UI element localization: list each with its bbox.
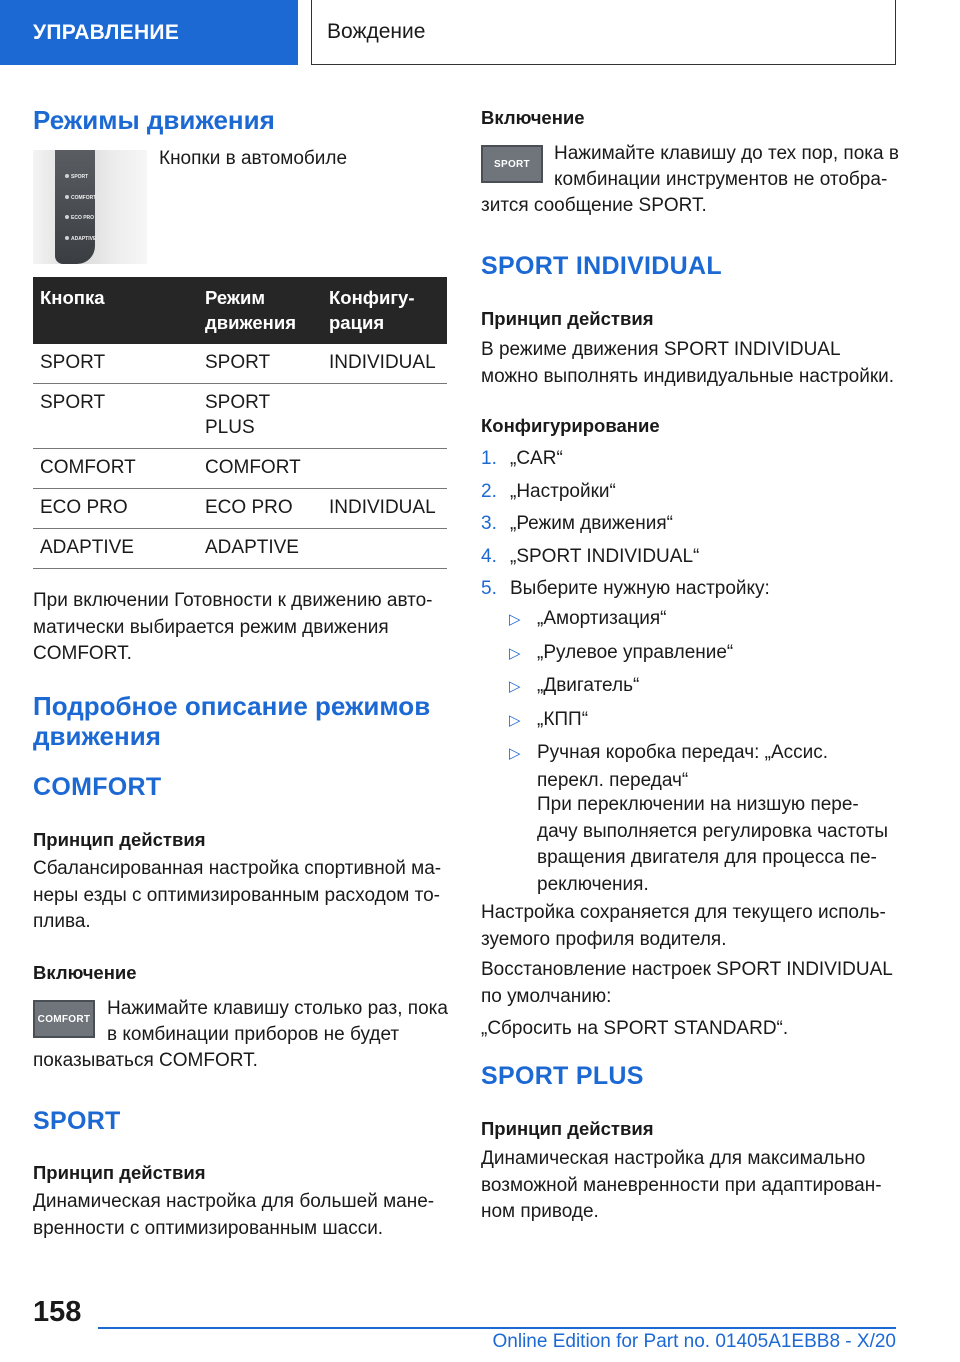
table-cell: ADAPTIVE — [198, 529, 322, 569]
text-line: по умолчанию: — [481, 985, 612, 1007]
individual-principle-heading: Принцип действия — [481, 308, 654, 329]
list-item — [509, 740, 904, 768]
list-item — [481, 544, 901, 571]
section-label: УПРАВЛЕНИЕ — [33, 20, 180, 44]
photo-label-sport: SPORT — [71, 174, 89, 180]
footer-divider — [98, 1327, 896, 1329]
table-row — [33, 489, 447, 529]
sport-plus-heading: SPORT PLUS — [481, 1062, 644, 1090]
page-number: 158 — [33, 1296, 82, 1328]
table-cell: COMFORT — [198, 449, 322, 489]
table-cell: INDIVIDUAL — [322, 344, 447, 384]
cell-sport-plus: SPORT PLUS — [205, 392, 271, 438]
header-mode: Режим движения — [205, 287, 296, 333]
text-line: зуемого профиля водителя. — [481, 928, 727, 950]
text-line: плива. — [33, 911, 91, 932]
led-dot — [65, 236, 69, 240]
list-item — [509, 606, 904, 634]
text-line: Настройка сохраняется для текущего исполь- — [481, 902, 886, 923]
table-cell — [198, 384, 322, 449]
list-item — [481, 511, 901, 538]
table-row — [33, 529, 447, 569]
text-line: ном приводе. — [481, 1201, 599, 1222]
table-cell: INDIVIDUAL — [322, 489, 447, 529]
config-steps — [481, 446, 901, 603]
text-line: Динамическая настройка для максимально — [481, 1148, 866, 1169]
table-cell — [322, 384, 447, 449]
comfort-enable-heading: Включение — [33, 962, 137, 983]
text-line: При переключении на низшую пере- — [537, 794, 859, 815]
text-line: в комбинации приборов не будет — [107, 1024, 400, 1045]
chapter-tab — [311, 0, 896, 65]
bullet-text: „Амортизация“ — [537, 608, 667, 629]
list-item — [509, 673, 904, 701]
comfort-principle-heading: Принцип действия — [33, 829, 206, 850]
text-line: При включении Готовности к движению авто- — [33, 590, 433, 611]
step-text: „Настройки“ — [510, 480, 616, 502]
page-title: Режимы движения — [33, 105, 275, 135]
text-line: можно выполнять индивидуальные настройки. — [481, 365, 895, 387]
text-line: дачу выполняется регулировка частоты — [537, 820, 889, 842]
sport-enable-heading: Включение — [481, 107, 585, 128]
text-line: вренности с оптимизированным шасси. — [33, 1217, 384, 1239]
photo-label-ecopro: ECO PRO — [71, 215, 95, 221]
step-number: 5. — [481, 578, 497, 599]
gear-note — [537, 792, 907, 898]
list-item — [481, 576, 901, 603]
triangle-bullet-icon: ▷ — [509, 745, 521, 762]
table-header-row — [33, 277, 447, 344]
bullet-text: „Рулевое управление“ — [537, 641, 734, 663]
comfort-heading: COMFORT — [33, 773, 162, 801]
table-row — [33, 384, 447, 449]
sport-plus-principle-text — [481, 1146, 901, 1226]
list-item — [509, 640, 904, 668]
table-cell: SPORT — [33, 344, 198, 384]
text-line: возможной маневренности при адаптирован- — [481, 1174, 882, 1196]
table-cell: COMFORT — [33, 449, 198, 489]
step-text: „SPORT INDIVIDUAL“ — [510, 545, 700, 567]
led-dot — [65, 215, 69, 219]
photo-label-adaptive: ADAPTIVE — [71, 236, 97, 242]
detail-title-line2: движения — [33, 721, 161, 751]
setting-options — [509, 606, 904, 794]
bullet-text: Ручная коробка передач: „Ассис. — [537, 742, 829, 763]
text-line: Нажимайте клавишу до тех пор, пока в — [554, 143, 899, 164]
step-text: Выберите нужную настройку: — [510, 578, 770, 599]
text-line: Нажимайте клавишу столько раз, пока — [107, 998, 448, 1019]
text-line: вращения двигателя для процесса пе- — [537, 847, 877, 868]
header-config: Конфигу- рация — [329, 287, 415, 333]
table-cell: ADAPTIVE — [33, 529, 198, 569]
text-line: неры езды с оптимизированным расходом то- — [33, 884, 440, 906]
text-line: „Сбросить на SPORT STANDARD“. — [481, 1018, 789, 1039]
list-item — [481, 479, 901, 506]
table-cell — [322, 449, 447, 489]
reset-text — [481, 957, 901, 1043]
text-line: COMFORT. — [33, 643, 132, 664]
sport-heading: SPORT — [33, 1107, 121, 1135]
config-heading: Конфигурирование — [481, 415, 660, 436]
individual-principle-text — [481, 337, 901, 390]
step-text: „CAR“ — [510, 448, 563, 469]
text-line: В режиме движения SPORT INDIVIDUAL — [481, 339, 841, 360]
table-header — [322, 277, 447, 344]
sport-principle-heading: Принцип действия — [33, 1162, 206, 1183]
text-line: Восстановление настроек SPORT INDIVIDUAL — [481, 959, 893, 980]
list-item — [509, 707, 904, 735]
buttons-photo — [33, 150, 147, 264]
bullet-text: „Двигатель“ — [537, 675, 640, 696]
detail-title-line1: Подробное описание режимов — [33, 691, 431, 721]
photo-label-comfort: COMFORT — [71, 195, 97, 201]
table-cell — [322, 529, 447, 569]
step-number: 2. — [481, 480, 497, 502]
text-line: реключения. — [537, 873, 649, 895]
edition-note: Online Edition for Part no. 01405A1EBB8 - X/20 — [492, 1331, 896, 1352]
step-number: 3. — [481, 513, 497, 534]
button-icon-label: SPORT — [494, 158, 530, 170]
text-line: перекл. передач“ — [537, 769, 689, 791]
individual-heading: SPORT INDIVIDUAL — [481, 252, 722, 280]
intro-paragraph — [33, 588, 453, 668]
button-panel — [55, 150, 95, 264]
table-cell: SPORT — [33, 384, 198, 449]
table-header — [198, 277, 322, 344]
text-line: матически выбирается режим движения — [33, 616, 389, 638]
table-cell: SPORT — [198, 344, 322, 384]
triangle-bullet-icon: ▷ — [509, 611, 521, 628]
sport-button-icon — [481, 145, 543, 183]
led-dot — [65, 174, 69, 178]
table-row — [33, 449, 447, 489]
table-cell: ECO PRO — [33, 489, 198, 529]
table-row — [33, 344, 447, 384]
bullet-text: „КПП“ — [537, 708, 589, 730]
text-line: показываться COMFORT. — [33, 1050, 258, 1071]
save-text — [481, 900, 901, 953]
table-header: Кнопка — [33, 277, 198, 344]
sport-plus-principle-heading: Принцип действия — [481, 1118, 654, 1139]
modes-table — [33, 277, 447, 569]
list-item — [481, 446, 901, 473]
text-line: Сбалансированная настройка спортивной ма- — [33, 858, 442, 879]
sport-principle-text — [33, 1189, 453, 1242]
section-tab — [0, 0, 298, 65]
step-text: „Режим движения“ — [510, 513, 673, 534]
text-line: зится сообщение SPORT. — [481, 195, 707, 216]
triangle-bullet-icon: ▷ — [509, 678, 521, 695]
led-dot — [65, 195, 69, 199]
triangle-bullet-icon: ▷ — [509, 644, 521, 662]
chapter-label: Вождение — [327, 20, 426, 43]
comfort-button-icon — [33, 1000, 95, 1038]
step-number: 1. — [481, 448, 497, 469]
text-line: Динамическая настройка для большей мане- — [33, 1191, 435, 1212]
text-line: комбинации инструментов не отобра- — [554, 169, 888, 190]
photo-caption: Кнопки в автомобиле — [159, 148, 348, 169]
button-icon-label: COMFORT — [37, 1013, 91, 1025]
step-number: 4. — [481, 545, 497, 567]
table-cell: ECO PRO — [198, 489, 322, 529]
triangle-bullet-icon: ▷ — [509, 711, 521, 729]
comfort-principle-text — [33, 856, 453, 936]
